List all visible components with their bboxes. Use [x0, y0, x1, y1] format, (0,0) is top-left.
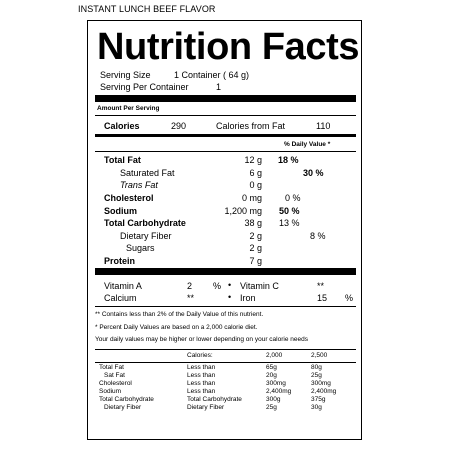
- nutrient-name: Sugars: [126, 243, 155, 253]
- servings-per-container-value: 1: [216, 82, 222, 92]
- dv-table-cell: 300g: [266, 396, 281, 403]
- dv-table-cell: 30g: [311, 404, 322, 411]
- nutrient-amount: 7 g: [249, 256, 262, 266]
- calories-label: Calories: [104, 121, 140, 131]
- dv-table-cell: 2,400mg: [311, 388, 337, 395]
- nutrient-name: Saturated Fat: [120, 168, 175, 178]
- dv-table-cell: Less than: [187, 372, 216, 379]
- dv-table-header: 2,000: [266, 352, 283, 359]
- dv-table-header: Calories:: [187, 352, 213, 359]
- medium-divider: [95, 134, 356, 137]
- dv-table-cell: Sat Fat: [104, 372, 125, 379]
- nutrient-amount: 0 g: [249, 180, 262, 190]
- nutrient-amount: 2 g: [249, 231, 262, 241]
- footnote-percent-daily: * Percent Daily Values are based on a 2,000 calorie diet.: [95, 324, 258, 331]
- divider: [95, 362, 356, 363]
- serving-size-value: 1 Container ( 64 g): [174, 70, 250, 80]
- nutrient-daily-value: 30 %: [303, 168, 324, 178]
- dv-table-cell: 2,400mg: [266, 388, 292, 395]
- dv-table-cell: Less than: [187, 364, 216, 371]
- product-title: INSTANT LUNCH BEEF FLAVOR: [78, 4, 216, 14]
- divider: [95, 151, 356, 152]
- nutrient-name: Total Carbohydrate: [104, 218, 186, 228]
- dv-table-cell: 300mg: [266, 380, 286, 387]
- dv-table-cell: 300mg: [311, 380, 331, 387]
- daily-value-header: % Daily Value *: [284, 141, 331, 148]
- vitamin-c-value: **: [317, 281, 325, 291]
- divider: [95, 349, 356, 350]
- calories-value: 290: [171, 121, 187, 131]
- nutrition-label: [87, 20, 362, 440]
- dv-table-cell: Total Carbohydrate: [187, 396, 242, 403]
- iron-label: Iron: [240, 293, 256, 303]
- vitamin-a-label: Vitamin A: [104, 281, 142, 291]
- amount-per-serving: Amount Per Serving: [97, 105, 160, 112]
- vitamin-a-unit: %: [213, 281, 222, 291]
- nutrient-daily-value: 0 %: [285, 193, 301, 203]
- nutrient-amount: 1,200 mg: [224, 206, 262, 216]
- nutrient-name: Cholesterol: [104, 193, 154, 203]
- servings-per-container-label: Serving Per Container: [100, 82, 189, 92]
- divider: [95, 115, 356, 116]
- iron-unit: %: [345, 293, 354, 303]
- nutrient-name: Trans Fat: [120, 180, 158, 190]
- calcium-label: Calcium: [104, 293, 137, 303]
- serving-size-label: Serving Size: [100, 70, 151, 80]
- calories-from-fat-value: 110: [316, 121, 331, 131]
- dv-table-cell: 25g: [266, 404, 277, 411]
- dv-table-cell: 65g: [266, 364, 277, 371]
- iron-value: 15: [317, 293, 328, 303]
- dv-table-cell: Total Fat: [99, 364, 124, 371]
- footnote-may-be-higher: Your daily values may be higher or lower depending on your calorie needs: [95, 336, 308, 343]
- nutrition-facts-heading: Nutrition Facts: [97, 26, 360, 68]
- nutrient-name: Sodium: [104, 206, 137, 216]
- nutrient-daily-value: 18 %: [278, 155, 299, 165]
- dv-table-cell: Less than: [187, 380, 216, 387]
- nutrient-amount: 6 g: [249, 168, 262, 178]
- dv-table-cell: 20g: [266, 372, 277, 379]
- dv-table-cell: Sodium: [99, 388, 122, 395]
- calories-from-fat-label: Calories from Fat: [216, 121, 286, 131]
- dv-table-cell: 375g: [311, 396, 326, 403]
- nutrient-name: Dietary Fiber: [120, 231, 172, 241]
- bullet-icon: •: [228, 280, 232, 290]
- dv-table-cell: 25g: [311, 372, 322, 379]
- nutrient-name: Total Fat: [104, 155, 141, 165]
- nutrient-daily-value: 8 %: [310, 231, 326, 241]
- bullet-icon: •: [228, 292, 232, 302]
- vitamin-a-value: 2: [187, 281, 193, 291]
- nutrient-amount: 2 g: [249, 243, 262, 253]
- nutrient-amount: 38 g: [244, 218, 262, 228]
- nutrient-amount: 12 g: [244, 155, 262, 165]
- nutrient-name: Protein: [104, 256, 136, 266]
- footnote-less-than: ** Contains less than 2% of the Daily Value of this nutrient.: [95, 311, 264, 318]
- dv-table-cell: Total Carbohydrate: [99, 396, 154, 403]
- dv-table-cell: 80g: [311, 364, 322, 371]
- dv-table-cell: Dietary Fiber: [187, 404, 225, 411]
- calcium-value: **: [187, 293, 195, 303]
- dv-table-cell: Cholesterol: [99, 380, 132, 387]
- nutrient-amount: 0 mg: [241, 193, 262, 203]
- nutrient-daily-value: 13 %: [279, 218, 300, 228]
- dv-table-cell: Dietary Fiber: [104, 404, 142, 411]
- vitamin-c-label: Vitamin C: [240, 281, 279, 291]
- nutrient-daily-value: 50 %: [279, 206, 300, 216]
- thick-divider: [95, 268, 356, 275]
- divider: [95, 306, 356, 307]
- dv-table-header: 2,500: [311, 352, 328, 359]
- dv-table-cell: Less than: [187, 388, 216, 395]
- thick-divider: [95, 95, 356, 102]
